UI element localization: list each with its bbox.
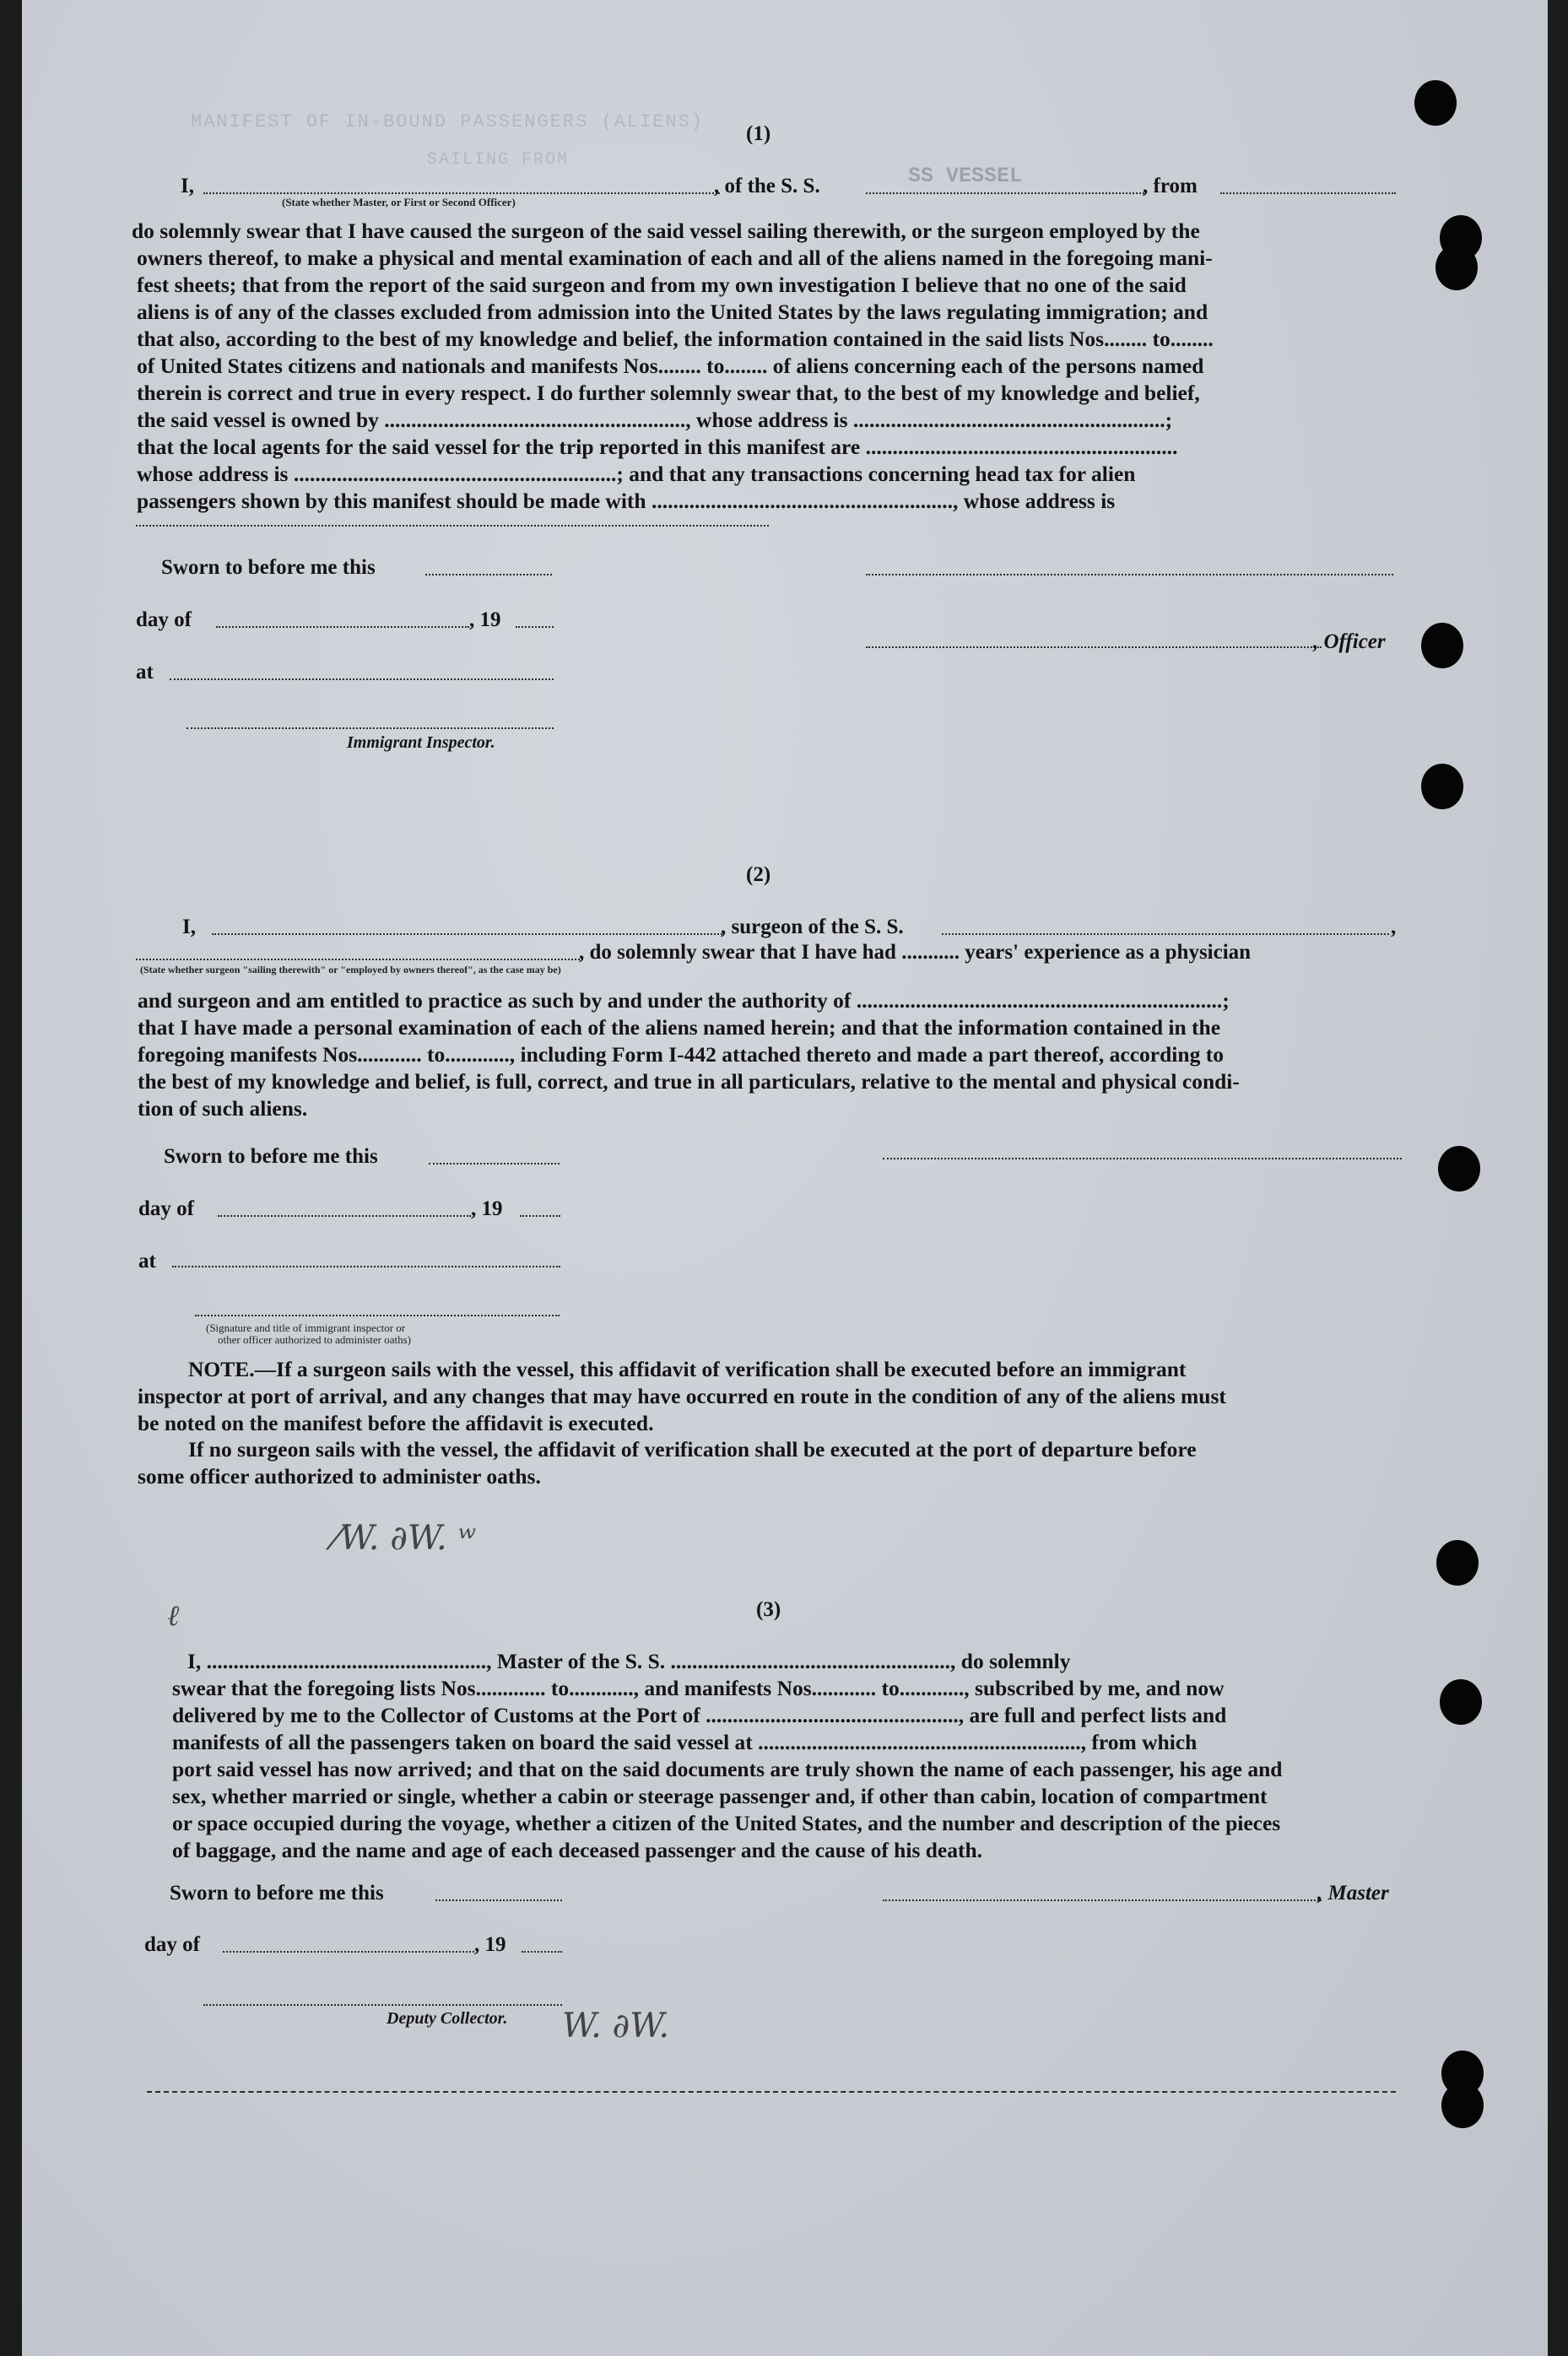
surgeon-status-field[interactable] xyxy=(136,959,583,960)
ship-name-faint: SS VESSEL xyxy=(908,164,1023,188)
oath-line: manifests of all the passengers taken on board the said vessel at ............................................................, from which xyxy=(172,1730,1198,1754)
oath-line: port said vessel has now arrived; and that on the said documents are truly shown the name of each passenger, his age and xyxy=(172,1757,1283,1781)
at-place-field[interactable] xyxy=(172,1266,560,1267)
inspector-signature-field[interactable] xyxy=(187,727,554,729)
master-note: (State whether Master, or First or Second Officer) xyxy=(282,196,516,208)
officer-title-field[interactable] xyxy=(203,192,720,194)
handwritten-mark: ℓ xyxy=(167,1599,180,1633)
note-line: If no surgeon sails with the vessel, the affidavit of verification shall be executed at the port of departure before xyxy=(188,1437,1197,1462)
sworn-label: Sworn to before me this xyxy=(170,1882,384,1905)
bleed-through-title: MANIFEST OF IN-BOUND PASSENGERS (ALIENS) xyxy=(191,111,705,132)
officer-signature-field[interactable] xyxy=(866,574,1393,575)
oath-line: the best of my knowledge and belief, is full, correct, and true in all particulars, relative to the mental and physical condi- xyxy=(138,1069,1240,1094)
of-ss-label: , of the S. S. xyxy=(714,175,820,197)
oath-line: owners thereof, to make a physical and mental examination of each and all of the aliens named in the foregoing mani- xyxy=(137,246,1213,270)
year-label: , 19 xyxy=(471,1197,503,1220)
punch-hole xyxy=(1438,1146,1480,1192)
oath-line: delivered by me to the Collector of Customs at the Port of ..............................................., are full and perfect lists and xyxy=(172,1703,1227,1727)
comma: , xyxy=(1391,916,1397,938)
officer-title-line[interactable] xyxy=(866,646,1322,648)
oath-line: foregoing manifests Nos............ to............, including Form I-442 attached thereto and made a part thereof, according to xyxy=(138,1042,1224,1067)
master-signature-field[interactable] xyxy=(883,1899,1322,1901)
years-experience-text: , do solemnly swear that I have had ........... years' experience as a physician xyxy=(579,941,1252,964)
year-field[interactable] xyxy=(520,1215,560,1217)
from-port-field[interactable] xyxy=(1220,192,1396,194)
section-3-oath-text xyxy=(172,1648,1404,1864)
punch-hole xyxy=(1414,80,1457,126)
punch-hole xyxy=(1440,1679,1482,1725)
note-line: be noted on the manifest before the affidavit is executed. xyxy=(138,1411,654,1435)
handwritten-initials: W. ∂W. xyxy=(562,2007,670,2045)
day-field[interactable] xyxy=(216,626,469,628)
sworn-date-field[interactable] xyxy=(425,574,552,575)
section-1-i: I, xyxy=(181,175,194,197)
note-line: NOTE.—If a surgeon sails with the vessel, this affidavit of verification shall be executed before an immigrant xyxy=(188,1357,1187,1381)
from-label: , from xyxy=(1143,175,1198,197)
at-label: at xyxy=(136,661,154,684)
at-place-field[interactable] xyxy=(170,678,554,680)
immigrant-inspector-label: Immigrant Inspector. xyxy=(347,733,495,752)
master-label: , Master xyxy=(1317,1882,1389,1905)
section-1-number: (1) xyxy=(746,122,771,145)
inspector-signature-field[interactable] xyxy=(195,1315,560,1316)
year-label: , 19 xyxy=(474,1933,506,1956)
sworn-label: Sworn to before me this xyxy=(164,1145,378,1168)
day-field[interactable] xyxy=(218,1215,471,1217)
at-label: at xyxy=(138,1250,156,1273)
oath-line: sex, whether married or single, whether a cabin or steerage passenger and, if other than cabin, location of compartment xyxy=(172,1784,1268,1808)
handwritten-initials: ⁄W. ∂W. ʷ xyxy=(334,1519,477,1558)
vessel-name-field[interactable] xyxy=(866,192,1144,194)
oath-line: tion of such aliens. xyxy=(138,1096,308,1121)
oath-line: do solemnly swear that I have caused the surgeon of the said vessel sailing therewith, or the surgeon employed by the xyxy=(132,219,1200,243)
deputy-collector-label: Deputy Collector. xyxy=(387,2009,508,2028)
collector-signature-field[interactable] xyxy=(203,2004,562,2006)
oath-line: that also, according to the best of my knowledge and belief, the information contained in the said lists Nos........ to........ xyxy=(137,327,1214,351)
punch-hole xyxy=(1441,2083,1484,2128)
oath-line: therein is correct and true in every respect. I do further solemnly swear that, to the best of my knowledge and belief, xyxy=(137,381,1200,405)
section-3-number: (3) xyxy=(756,1598,781,1621)
oath-line: passengers shown by this manifest should be made with ........................................................, whose address is xyxy=(137,489,1116,513)
sworn-date-field[interactable] xyxy=(429,1163,560,1164)
surgeon-note-paragraph xyxy=(138,1356,1403,1437)
oath-line: and surgeon and am entitled to practice as such by and under the authority of ....................................................................; xyxy=(138,988,1230,1013)
oath-line: fest sheets; that from the report of the said surgeon and from my own investigation I believe that no one of the said xyxy=(137,273,1187,297)
note-line: inspector at port of arrival, and any changes that may have occurred en route in the condition of any of the aliens must xyxy=(138,1384,1226,1408)
surgeon-status-note: (State whether surgeon "sailing therewith" or "employed by owners thereof", as the case may be) xyxy=(140,964,561,975)
head-tax-address-field[interactable] xyxy=(136,525,769,527)
year-field[interactable] xyxy=(516,626,554,628)
oath-line: that I have made a personal examination of each of the aliens named herein; and that the information contained in the xyxy=(138,1015,1221,1040)
oath-line: of United States citizens and nationals and manifests Nos........ to........ of aliens concerning each of the persons named xyxy=(137,354,1204,378)
day-of-label: day of xyxy=(136,608,192,631)
signature-note-2: other officer authorized to administer oaths) xyxy=(218,1333,411,1346)
punch-hole xyxy=(1436,1540,1479,1586)
punch-hole xyxy=(1421,623,1463,668)
section-2-oath-text xyxy=(138,987,1403,1122)
surgeon-name-field[interactable] xyxy=(212,933,722,935)
day-of-label: day of xyxy=(144,1933,200,1956)
sworn-label: Sworn to before me this xyxy=(161,556,376,579)
surgeon-of-label: , surgeon of the S. S. xyxy=(721,916,904,938)
punch-hole xyxy=(1436,245,1478,290)
oath-line: of baggage, and the name and age of each deceased passenger and the cause of his death. xyxy=(172,1838,983,1862)
oath-line: the said vessel is owned by ........................................................, whose address is ..........................................................; xyxy=(137,408,1173,432)
day-of-label: day of xyxy=(138,1197,194,1220)
section-2-i: I, xyxy=(182,916,196,938)
bottom-rule xyxy=(147,2091,1396,2093)
signature-note-1: (Signature and title of immigrant inspector or xyxy=(206,1321,406,1334)
manifest-page xyxy=(22,0,1548,2356)
oath-line: whose address is ............................................................; and that any transactions concerning head tax for alien xyxy=(137,462,1136,486)
year-field[interactable] xyxy=(522,1951,562,1953)
surgeon-signature-field[interactable] xyxy=(883,1158,1402,1159)
oath-line: that the local agents for the said vessel for the trip reported in this manifest are .......................................................... xyxy=(137,435,1178,459)
section-1-oath-text xyxy=(132,218,1398,515)
oath-line: aliens is of any of the classes excluded from admission into the United States by the laws regulating immigration; and xyxy=(137,300,1208,324)
oath-line: or space occupied during the voyage, whether a citizen of the United States, and the number and description of the pieces xyxy=(172,1811,1281,1835)
no-surgeon-paragraph xyxy=(138,1436,1403,1490)
sworn-date-field[interactable] xyxy=(435,1899,562,1901)
surgeon-vessel-field[interactable] xyxy=(942,933,1389,935)
bleed-through-subtitle: SAILING FROM xyxy=(427,150,570,170)
officer-label: , Officer xyxy=(1313,630,1386,653)
section-2-number: (2) xyxy=(746,863,771,886)
punch-hole xyxy=(1421,764,1463,809)
note-line: some officer authorized to administer oaths. xyxy=(138,1464,541,1489)
oath-line: I, ...................................................., Master of the S. S. ...................................................., do solemnly xyxy=(187,1649,1071,1673)
day-field[interactable] xyxy=(223,1951,474,1953)
oath-line: swear that the foregoing lists Nos............. to............, and manifests Nos............ to............, subscribed by me, and now xyxy=(172,1676,1225,1700)
year-label: , 19 xyxy=(469,608,501,631)
